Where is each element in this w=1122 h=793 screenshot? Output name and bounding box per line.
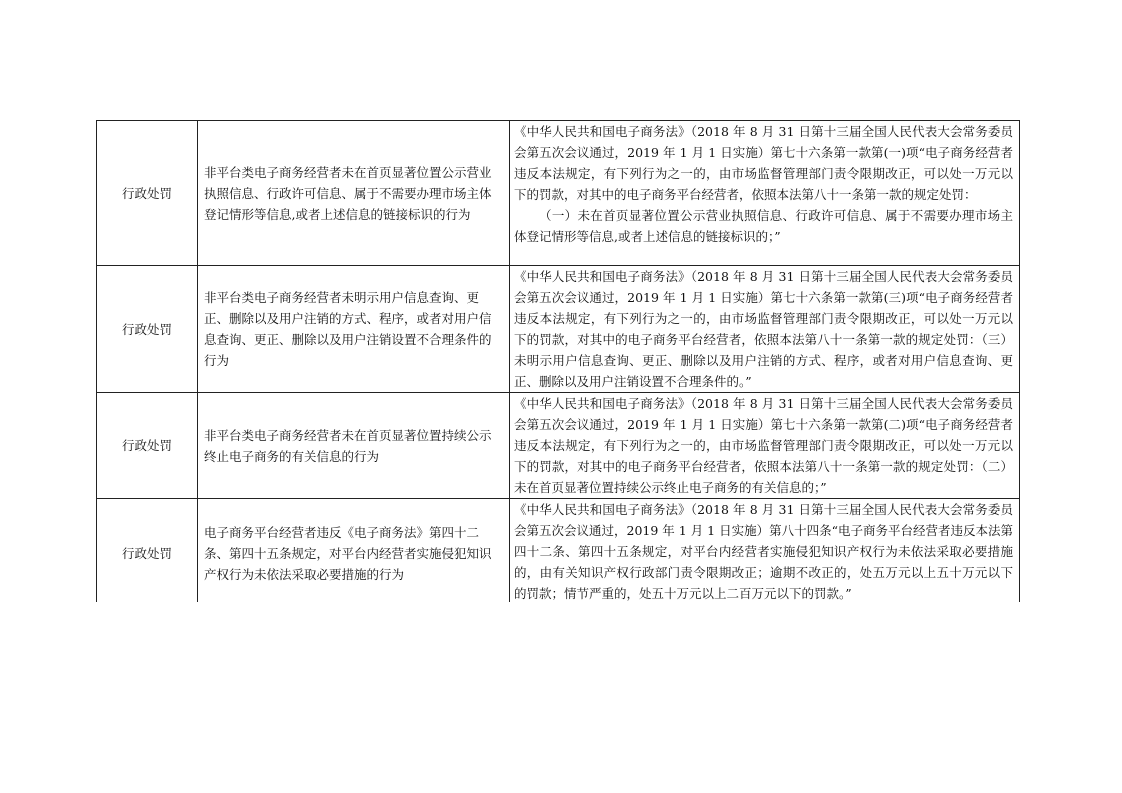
- legal-basis-cell: [510, 266, 1020, 393]
- violation-behavior-cell: 电子商务平台经营者违反《电子商务法》第四十二条、第四十五条规定，对平台内经营者实施侵犯知识产权行为未依法采取必要措施的行为: [198, 499, 510, 603]
- legal-basis-item: （一）未在首页显著位置公示营业执照信息、行政许可信息、属于不需要办理市场主体登记情形等信息,或者上述信息的链接标识的；”: [514, 208, 1013, 244]
- legal-basis-cell: [510, 499, 1020, 603]
- violation-behavior-cell: 非平台类电子商务经营者未明示用户信息查询、更正、删除以及用户注销的方式、程序，或者对用户信息查询、更正、删除以及用户注销设置不合理条件的行为: [198, 266, 510, 393]
- table-row: [97, 266, 1020, 393]
- legal-basis-cell: [510, 393, 1020, 499]
- table-row: [97, 393, 1020, 499]
- violation-behavior-cell: 非平台类电子商务经营者未在首页显著位置持续公示终止电子商务的有关信息的行为: [198, 393, 510, 499]
- legal-basis-text: 《中华人民共和国电子商务法》（2018 年 8 月 31 日第十三届全国人民代表大会常务委员会第五次会议通过，2019 年 1 月 1 日实施）第七十六条第一款第(一)项“电子商务经营者违反本法规定，有下列行为之一的，由市场监督管理部门责令限期改正，可以处一万元以下的罚款，对其中的电子商务平台经营者，依照本法第八十一条第一款的规定处罚：: [514, 124, 1013, 202]
- legal-basis-cell: [510, 121, 1020, 266]
- penalty-type-cell: 行政处罚: [97, 266, 198, 393]
- penalty-table-container: [96, 120, 1020, 602]
- legal-basis-text: 《中华人民共和国电子商务法》（2018 年 8 月 31 日第十三届全国人民代表大会常务委员会第五次会议通过，2019 年 1 月 1 日实施）第七十六条第一款第(二)项“电子商务经营者违反本法规定，有下列行为之一的，由市场监督管理部门责令限期改正，可以处一万元以下的罚款，对其中的电子商务平台经营者，依照本法第八十一条第一款的规定处罚：（二）未在首页显著位置持续公示终止电子商务的有关信息的；”: [514, 396, 1013, 495]
- violation-behavior-cell: 非平台类电子商务经营者未在首页显著位置公示营业执照信息、行政许可信息、属于不需要办理市场主体登记情形等信息,或者上述信息的链接标识的行为: [198, 121, 510, 266]
- penalty-type-cell: 行政处罚: [97, 121, 198, 266]
- penalty-type-cell: 行政处罚: [97, 499, 198, 603]
- table-row: [97, 499, 1020, 603]
- penalty-type-cell: 行政处罚: [97, 393, 198, 499]
- legal-basis-text: 《中华人民共和国电子商务法》（2018 年 8 月 31 日第十三届全国人民代表大会常务委员会第五次会议通过，2019 年 1 月 1 日实施）第八十四条“电子商务平台经营者违反本法第四十二条、第四十五条规定，对平台内经营者实施侵犯知识产权行为未依法采取必要措施的，由有关知识产权行政部门责令限期改正；逾期不改正的，处五万元以上五十万元以下的罚款；情节严重的，处五十万元以上二百万元以下的罚款。”: [514, 502, 1013, 601]
- penalty-table: [96, 120, 1020, 602]
- legal-basis-text: 《中华人民共和国电子商务法》（2018 年 8 月 31 日第十三届全国人民代表大会常务委员会第五次会议通过，2019 年 1 月 1 日实施）第七十六条第一款第(三)项“电子商务经营者违反本法规定，有下列行为之一的，由市场监督管理部门责令限期改正，可以处一万元以下的罚款，对其中的电子商务平台经营者，依照本法第八十一条第一款的规定处罚：（三）未明示用户信息查询、更正、删除以及用户注销的方式、程序，或者对用户信息查询、更正、删除以及用户注销设置不合理条件的。”: [514, 269, 1013, 389]
- table-row: [97, 121, 1020, 266]
